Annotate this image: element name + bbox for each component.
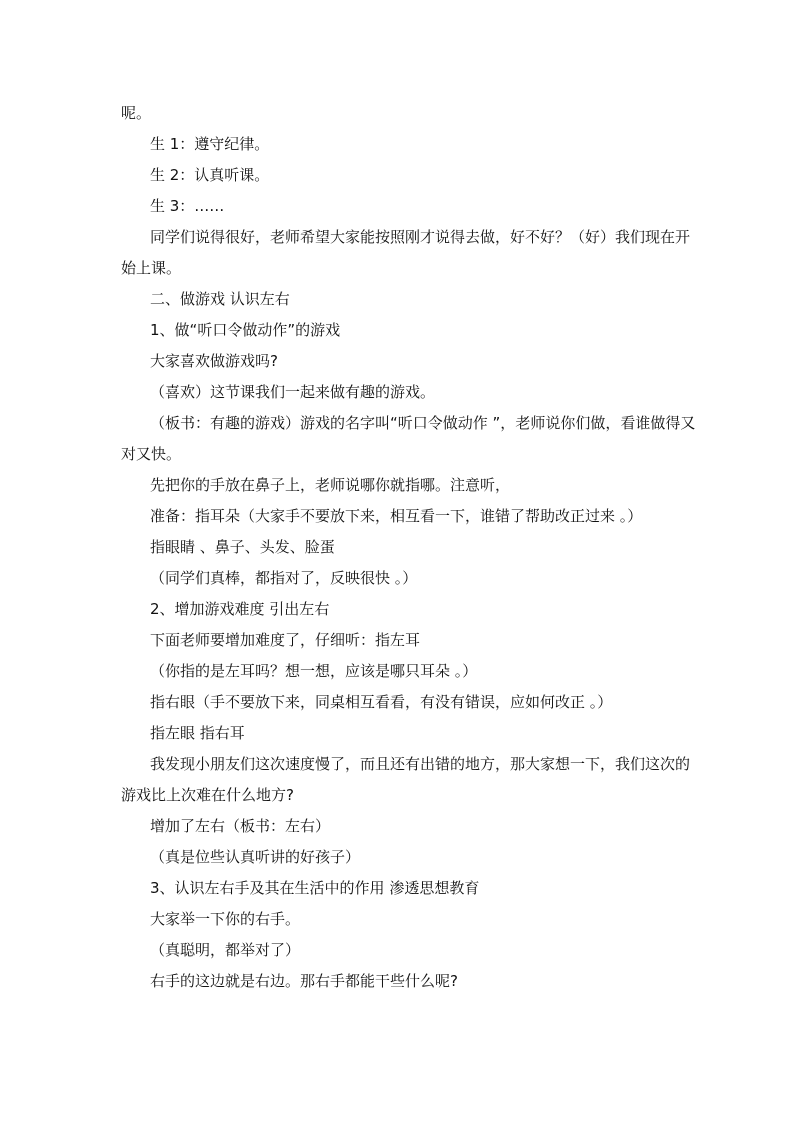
text-line: 2、增加游戏难度 引出左右	[150, 600, 330, 618]
text-line: 指眼睛 、鼻子、头发、脸蛋	[150, 538, 335, 556]
text-line: 1、做“听口令做动作”的游戏	[150, 321, 341, 339]
text-line: （喜欢）这节课我们一起来做有趣的游戏。	[150, 383, 436, 401]
text-line: 生 3：……	[150, 197, 225, 215]
text-line: 游戏比上次难在什么地方?	[121, 786, 294, 804]
lesson-plan-text	[121, 98, 696, 997]
text-line: 二、做游戏 认识左右	[150, 290, 290, 308]
text-line: 对又快。	[121, 445, 182, 463]
text-line: 大家举一下你的右手。	[150, 910, 301, 928]
text-line: （板书：有趣的游戏）游戏的名字叫“听口令做动作 ”，老师说你们做，看谁做得又	[150, 414, 696, 432]
text-line: 增加了左右（板书：左右）	[150, 817, 331, 835]
text-line: 大家喜欢做游戏吗?	[150, 352, 278, 370]
text-line: 同学们说得很好，老师希望大家能按照刚才说得去做，好不好？（好）我们现在开	[150, 228, 691, 246]
text-line: 3、认识左右手及其在生活中的作用 渗透思想教育	[150, 879, 480, 897]
text-line: 先把你的手放在鼻子上，老师说哪你就指哪。注意听，	[150, 476, 511, 494]
text-line: （同学们真棒，都指对了，反映很快 。）	[150, 569, 418, 587]
text-line: 指左眼 指右耳	[150, 724, 245, 742]
text-line: （真聪明，都举对了）	[150, 941, 301, 959]
text-line: 我发现小朋友们这次速度慢了，而且还有出错的地方，那大家想一下，我们这次的	[150, 755, 691, 773]
text-line: （你指的是左耳吗？想一想，应该是哪只耳朵 。）	[150, 662, 478, 680]
text-line: （真是位些认真听讲的好孩子）	[150, 848, 361, 866]
text-line: 准备：指耳朵（大家手不要放下来，相互看一下，谁错了帮助改正过来 。）	[150, 507, 643, 525]
text-line: 呢。	[121, 104, 152, 122]
text-line: 始上课。	[121, 259, 182, 277]
text-line: 生 2：认真听课。	[150, 166, 270, 184]
text-line: 下面老师要增加难度了，仔细听：指左耳	[150, 631, 421, 649]
text-line: 指右眼（手不要放下来，同桌相互看看，有没有错误，应如何改正 。）	[150, 693, 613, 711]
text-line: 右手的这边就是右边。那右手都能干些什么呢?	[150, 972, 458, 990]
text-line: 生 1：遵守纪律。	[150, 135, 270, 153]
